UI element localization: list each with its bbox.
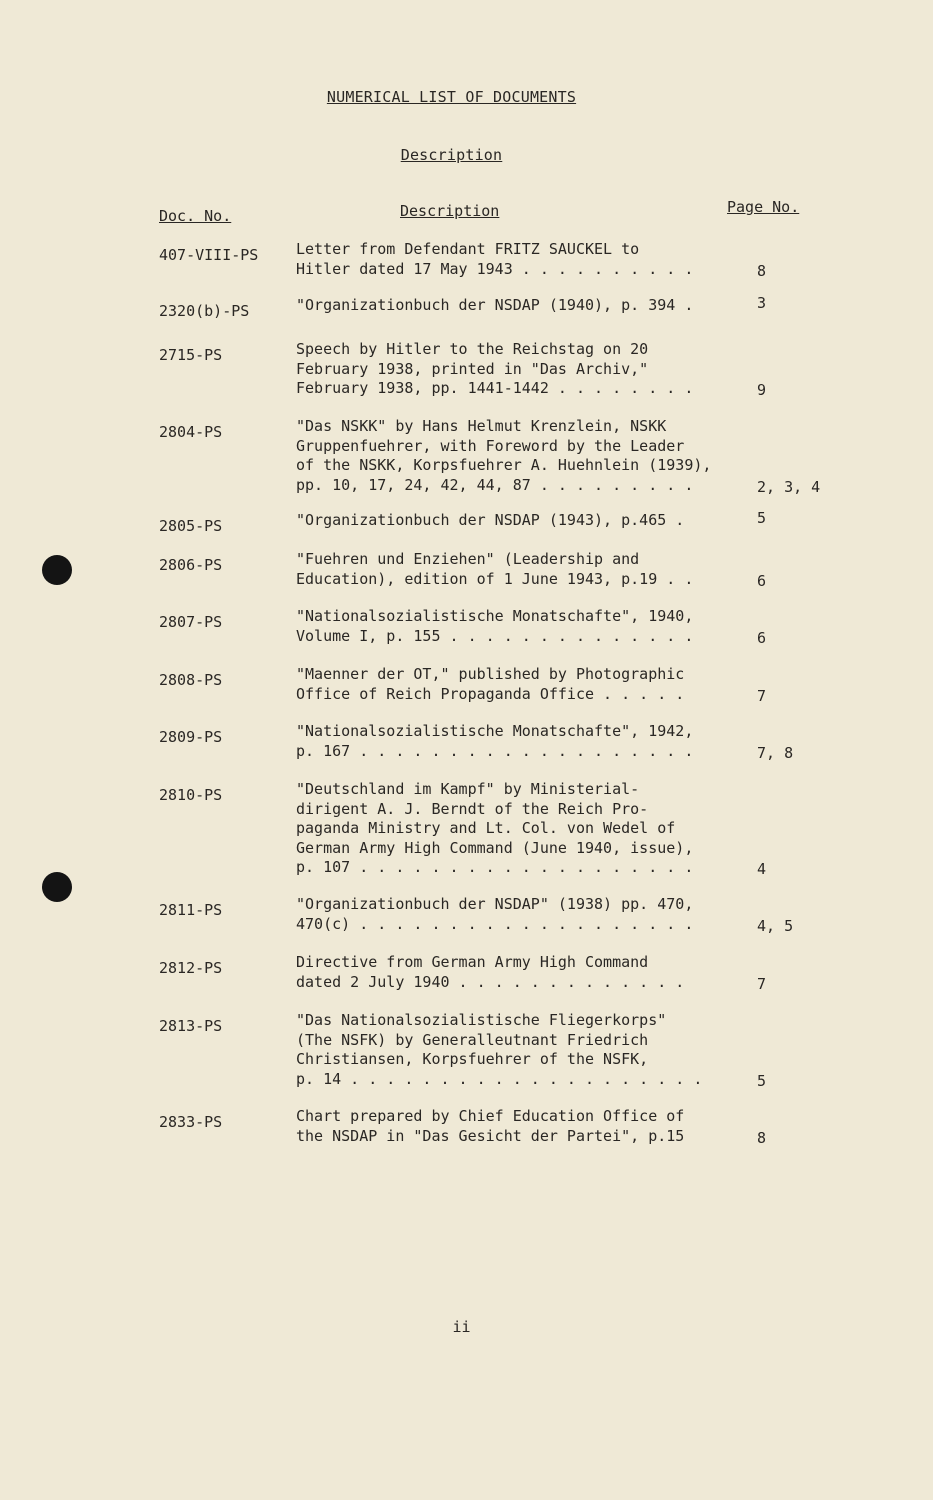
description-line: Directive from German Army High Command — [296, 953, 649, 971]
doc-description — [296, 511, 736, 531]
doc-description — [296, 240, 736, 279]
page-title: NUMERICAL LIST OF DOCUMENTS — [326, 88, 577, 106]
doc-number: 2807-PS — [159, 613, 223, 631]
description-line: the NSDAP in "Das Gesicht der Partei", p.15 — [296, 1126, 685, 1145]
page-reference: 4 — [757, 860, 767, 878]
description-line: "Organizationbuch der NSDAP (1943), p.465 . — [296, 511, 685, 529]
page-reference: 5 — [757, 509, 767, 527]
description-line: "Organizationbuch der NSDAP" (1938) pp. 470, — [296, 895, 694, 913]
doc-number: 2810-PS — [159, 786, 223, 804]
description-line: Gruppenfuehrer, with Foreword by the Leader — [296, 436, 685, 455]
doc-description — [296, 417, 736, 495]
description-line: Volume I, p. 155 . . . . . . . . . . . . . . — [296, 626, 694, 645]
description-line: dated 2 July 1940 . . . . . . . . . . . . . — [296, 972, 685, 991]
page-reference: 3 — [757, 294, 767, 312]
doc-description — [296, 340, 736, 399]
page-reference: 2, 3, 4 — [757, 477, 821, 496]
description-line: "Fuehren und Enziehen" (Leadership and — [296, 550, 640, 568]
description-line: dirigent A. J. Berndt of the Reich Pro- — [296, 799, 649, 818]
description-line: p. 107 . . . . . . . . . . . . . . . . . . . — [296, 858, 694, 876]
description-line: "Maenner der OT," published by Photographic — [296, 665, 685, 683]
description-line: German Army High Command (June 1940, issue), — [296, 838, 694, 857]
description-line: February 1938, pp. 1441-1442 . . . . . . . . — [296, 379, 694, 397]
doc-description — [296, 1107, 736, 1146]
doc-description — [296, 296, 736, 316]
doc-number: 2804-PS — [159, 423, 223, 441]
description-line: paganda Ministry and Lt. Col. von Wedel of — [296, 819, 676, 837]
page-reference: 4, 5 — [757, 916, 794, 935]
doc-description — [296, 1011, 736, 1089]
doc-number: 2809-PS — [159, 728, 223, 746]
punch-hole-bottom — [42, 872, 72, 902]
description-line: Education), edition of 1 June 1943, p.19 . . — [296, 569, 694, 588]
doc-description — [296, 953, 736, 992]
description-line: Speech by Hitler to the Reichstag on 20 — [296, 340, 649, 358]
doc-number: 2813-PS — [159, 1017, 223, 1035]
description-line: "Organizationbuch der NSDAP (1940), p. 394 . — [296, 296, 694, 314]
page-reference: 7 — [757, 974, 767, 993]
description-line: "Deutschland im Kampf" by Ministerial- — [296, 780, 640, 798]
doc-number: 407-VIII-PS — [159, 246, 259, 264]
description-line: of the NSKK, Korpsfuehrer A. Huehnlein (1939), — [296, 456, 712, 474]
description-line: (The NSFK) by Generalleutnant Friedrich — [296, 1030, 649, 1049]
doc-number: 2812-PS — [159, 959, 223, 977]
doc-description — [296, 665, 736, 704]
page-reference: 7 — [757, 686, 767, 705]
description-line: p. 167 . . . . . . . . . . . . . . . . . . . — [296, 741, 694, 760]
description-line: Office of Reich Propaganda Office . . . . . — [296, 684, 685, 703]
doc-number: 2811-PS — [159, 901, 223, 919]
description-line: "Das NSKK" by Hans Helmut Krenzlein, NSKK — [296, 417, 667, 435]
doc-description — [296, 895, 736, 934]
doc-number: 2833-PS — [159, 1113, 223, 1131]
punch-hole-top — [42, 555, 72, 585]
page-reference: 7, 8 — [757, 743, 794, 762]
page-reference: 6 — [757, 628, 767, 647]
doc-description — [296, 780, 736, 878]
description-line: Letter from Defendant FRITZ SAUCKEL to — [296, 240, 640, 258]
description-line: Christiansen, Korpsfuehrer of the NSFK, — [296, 1050, 649, 1068]
description-line: "Nationalsozialistische Monatschafte", 1942, — [296, 722, 694, 740]
page-reference: 8 — [757, 1128, 767, 1147]
page-number: ii — [452, 1318, 471, 1336]
description-line: Hitler dated 17 May 1943 . . . . . . . . . . — [296, 259, 694, 278]
description-line: "Das Nationalsozialistische Fliegerkorps" — [296, 1011, 667, 1029]
doc-description — [296, 550, 736, 589]
description-line: p. 14 . . . . . . . . . . . . . . . . . . . . — [296, 1069, 703, 1088]
doc-number: 2320(b)-PS — [159, 302, 250, 320]
column-header-doc-no: Doc. No. — [159, 207, 232, 225]
page-reference: 9 — [757, 381, 767, 399]
doc-number: 2808-PS — [159, 671, 223, 689]
doc-number: 2715-PS — [159, 346, 223, 364]
column-header-description: Description — [400, 202, 500, 220]
description-line: 470(c) . . . . . . . . . . . . . . . . . . . — [296, 914, 694, 933]
doc-number: 2805-PS — [159, 517, 223, 535]
doc-description — [296, 607, 736, 646]
description-line: Chart prepared by Chief Education Office of — [296, 1107, 685, 1125]
page-subtitle: Description — [400, 146, 503, 164]
doc-number: 2806-PS — [159, 556, 223, 574]
doc-description — [296, 722, 736, 761]
page-reference: 5 — [757, 1071, 767, 1090]
page-reference: 8 — [757, 261, 767, 280]
page-reference: 6 — [757, 571, 767, 590]
column-header-page-no: Page No. — [727, 198, 800, 216]
description-line: pp. 10, 17, 24, 42, 44, 87 . . . . . . . . . — [296, 475, 694, 494]
description-line: "Nationalsozialistische Monatschafte", 1940, — [296, 607, 694, 625]
description-line: February 1938, printed in "Das Archiv," — [296, 359, 649, 378]
